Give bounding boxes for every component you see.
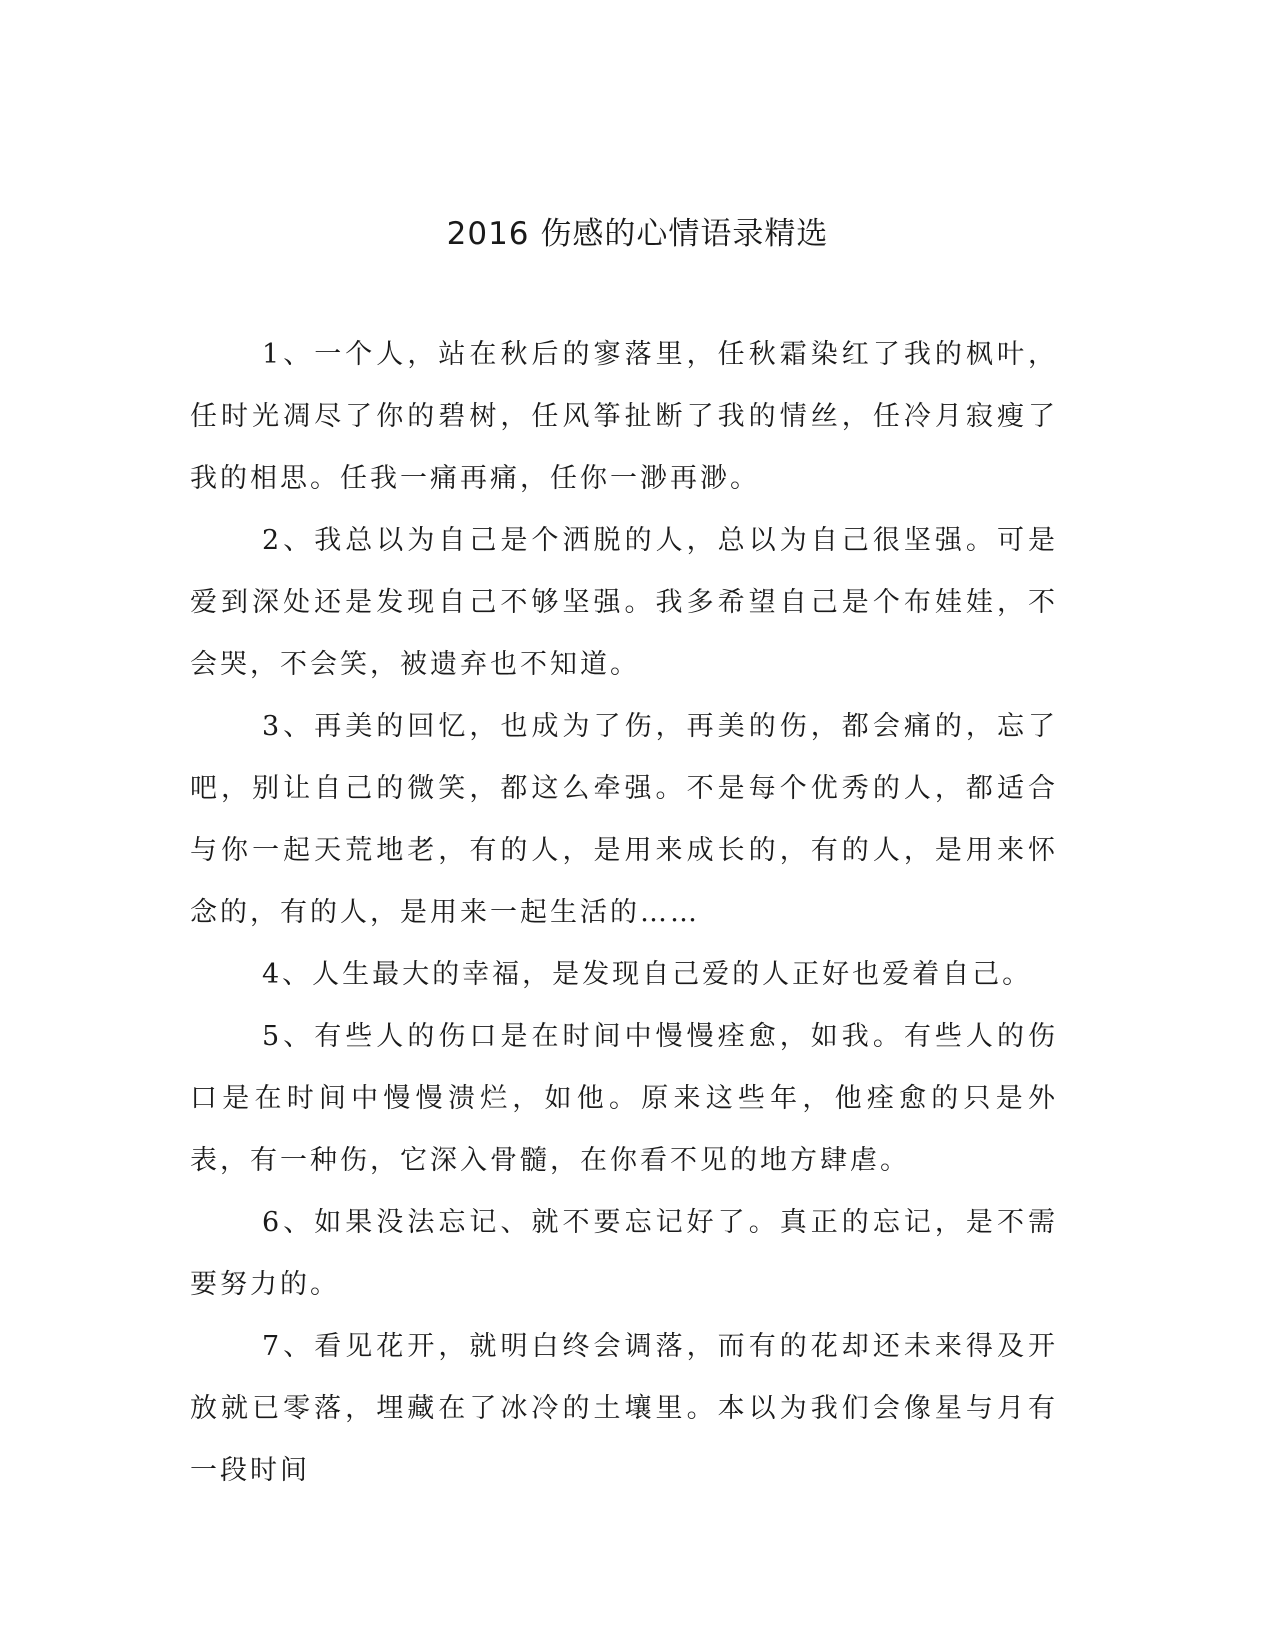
paragraph-4: 4、人生最大的幸福，是发现自己爱的人正好也爱着自己。 (262, 959, 1033, 990)
paragraph-3: 3、再美的回忆，也成为了伤，再美的伤，都会痛的，忘了吧，别让自己的微笑，都这么牵强。不是每个优秀的人，都适合与你一起天荒地老，有的人，是用来成长的，有的人，是用来怀念的，有的人，是用来一起生活的…… (190, 711, 1058, 928)
paragraph-6: 6、如果没法忘记、就不要忘记好了。真正的忘记，是不需要努力的。 (190, 1207, 1058, 1300)
document-body (190, 324, 1058, 1502)
paragraph-5: 5、有些人的伤口是在时间中慢慢痊愈，如我。有些人的伤口是在时间中慢慢溃烂，如他。原来这些年，他痊愈的只是外表，有一种伤，它深入骨髓，在你看不见的地方肆虐。 (190, 1021, 1058, 1176)
document-title: 2016 伤感的心情语录精选 (446, 216, 829, 252)
paragraph-7: 7、看见花开，就明白终会调落，而有的花却还未来得及开放就已零落，埋藏在了冰冷的土壤里。本以为我们会像星与月有一段时间 (190, 1331, 1058, 1486)
paragraph-2: 2、我总以为自己是个洒脱的人，总以为自己很坚强。可是爱到深处还是发现自己不够坚强。我多希望自己是个布娃娃，不会哭，不会笑，被遗弃也不知道。 (190, 525, 1058, 680)
paragraph-1: 1、一个人，站在秋后的寥落里，任秋霜染红了我的枫叶，任时光凋尽了你的碧树，任风筝扯断了我的情丝，任冷月寂瘦了我的相思。任我一痛再痛，任你一渺再渺。 (190, 339, 1058, 494)
